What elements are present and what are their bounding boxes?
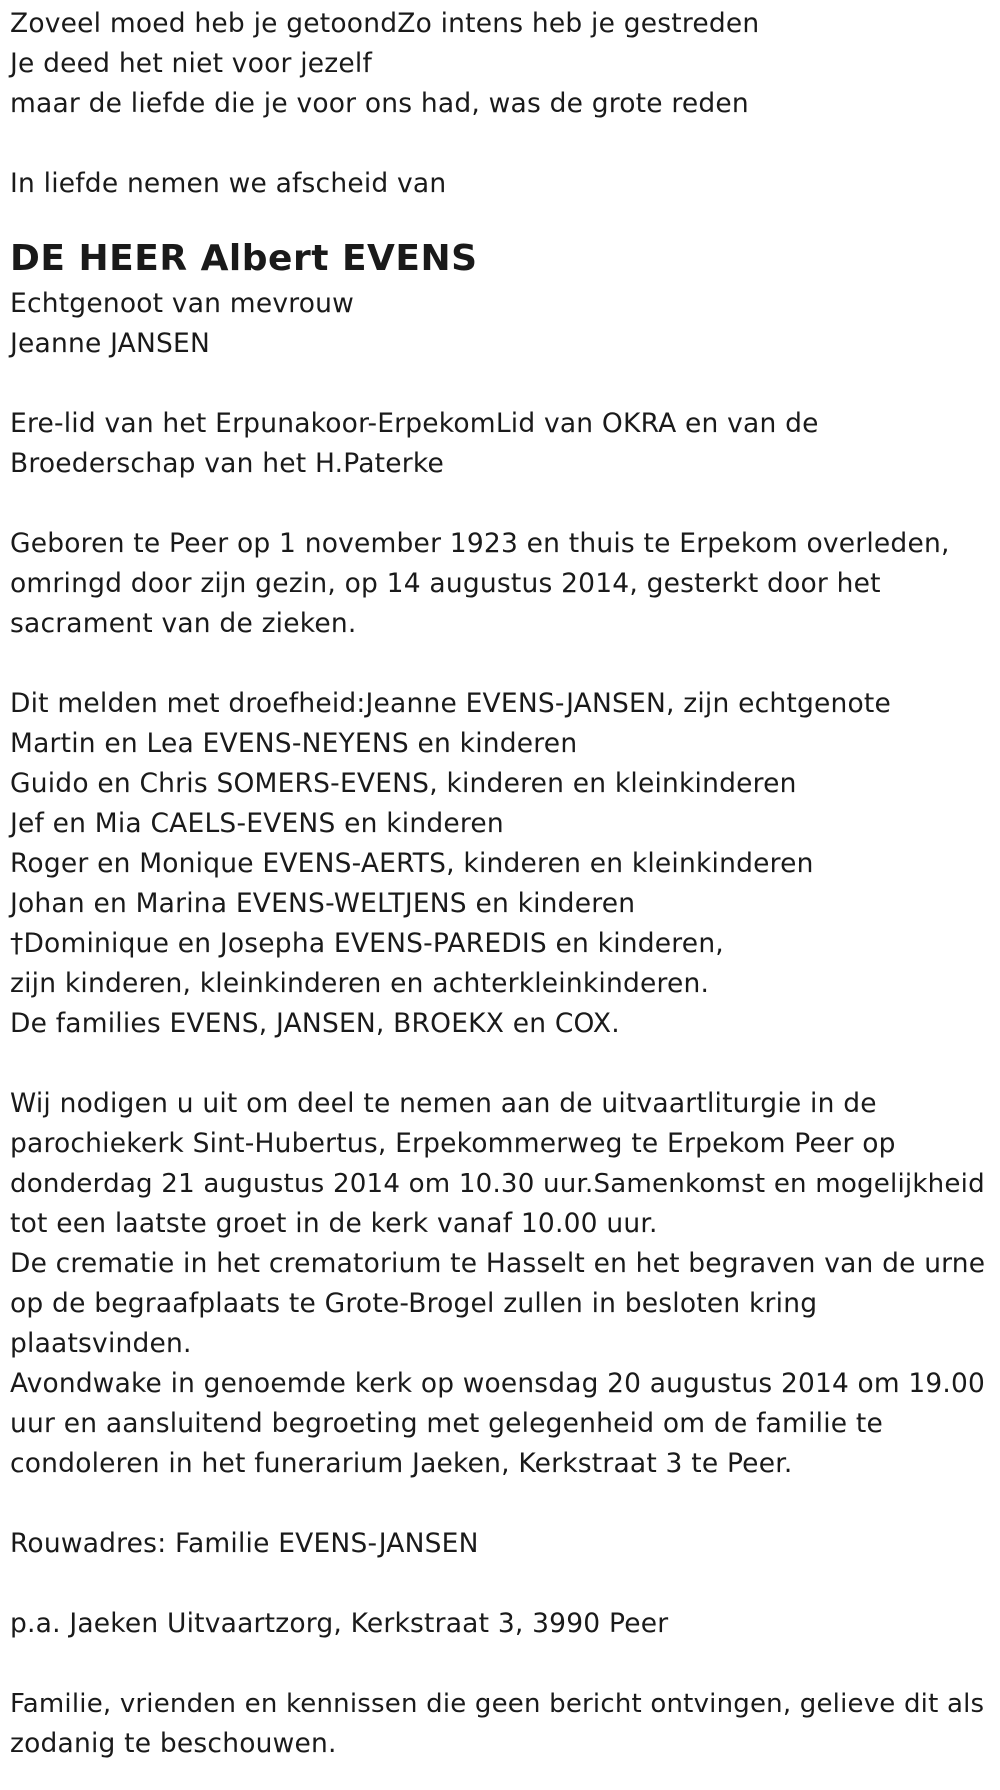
family-line: De families EVENS, JANSEN, BROEKX en COX. [10,1008,620,1039]
ceremony-line: op de begraafplaats te Grote-Brogel zullen in besloten kring [10,1288,818,1319]
spacer [10,124,970,164]
birth-death-line: sacrament van de zieken. [10,608,357,639]
ceremony-info [10,1084,986,1484]
spacer [10,364,970,404]
ceremony-line: parochiekerk Sint-Hubertus, Erpekommerweg te Erpekom Peer op [10,1128,896,1159]
birth-death-line: omringd door zijn gezin, op 14 augustus 2014, gesterkt door het [10,568,881,599]
spacer [10,1044,970,1084]
membership-line: Broederschap van het H.Paterke [10,448,444,479]
birth-death-info [10,524,970,644]
closing-line: zodanig te beschouwen. [10,1728,337,1759]
family-line: Martin en Lea EVENS-NEYENS en kinderen [10,728,578,759]
membership-line: Ere-lid van het Erpunakoor-ErpekomLid van OKRA en van de [10,408,819,439]
closing-note [10,1684,985,1764]
family-line: Guido en Chris SOMERS-EVENS, kinderen en kleinkinderen [10,768,797,799]
poem-line: Zoveel moed heb je getoondZo intens heb je gestreden [10,8,760,39]
family-line: Johan en Marina EVENS-WELTJENS en kinderen [10,888,636,919]
poem [10,4,970,124]
ceremony-line: plaatsvinden. [10,1328,192,1359]
family-list [10,684,970,1044]
poem-line: maar de liefde die je voor ons had, was de grote reden [10,88,749,119]
spacer [10,204,970,234]
closing-line: Familie, vrienden en kennissen die geen bericht ontvingen, gelieve dit als [10,1689,985,1719]
poem-line: Je deed het niet voor jezelf [10,48,373,79]
memberships [10,404,970,484]
ceremony-line: donderdag 21 augustus 2014 om 10.30 uur.Samenkomst en mogelijkheid [10,1169,985,1199]
family-line: †Dominique en Josepha EVENS-PAREDIS en kinderen, [10,928,724,959]
deceased-name: DE HEER Albert EVENS [10,238,478,279]
ceremony-line: uur en aansluitend begroeting met gelegenheid om de familie te [10,1408,883,1439]
spacer [10,1484,970,1524]
family-line: zijn kinderen, kleinkinderen en achterkleinkinderen. [10,968,710,999]
mourning-address: Rouwadres: Familie EVENS-JANSEN [10,1528,479,1559]
spouse-line: Echtgenoot van mevrouw [10,288,354,319]
ceremony-line: Avondwake in genoemde kerk op woensdag 20 augustus 2014 om 19.00 [10,1368,986,1399]
family-line: Dit melden met droefheid:Jeanne EVENS-JANSEN, zijn echtgenote [10,688,891,719]
spacer [10,484,970,524]
spacer [10,644,970,684]
spouse-line: Jeanne JANSEN [10,328,210,359]
spacer [10,1564,970,1604]
intro-text: In liefde nemen we afscheid van [10,168,447,199]
birth-death-line: Geboren te Peer op 1 november 1923 en thuis te Erpekom overleden, [10,528,950,559]
spouse-info [10,284,970,364]
ceremony-line: condoleren in het funerarium Jaeken, Kerkstraat 3 te Peer. [10,1448,793,1479]
family-line: Roger en Monique EVENS-AERTS, kinderen en kleinkinderen [10,848,814,879]
ceremony-line: tot een laatste groet in de kerk vanaf 10.00 uur. [10,1208,658,1239]
spacer [10,1644,970,1684]
family-line: Jef en Mia CAELS-EVENS en kinderen [10,808,504,839]
ceremony-line: Wij nodigen u uit om deel te nemen aan de uitvaartliturgie in de [10,1088,877,1119]
ceremony-line: De crematie in het crematorium te Hasselt en het begraven van de urne [10,1248,986,1279]
care-of-address: p.a. Jaeken Uitvaartzorg, Kerkstraat 3, 3990 Peer [10,1608,669,1639]
